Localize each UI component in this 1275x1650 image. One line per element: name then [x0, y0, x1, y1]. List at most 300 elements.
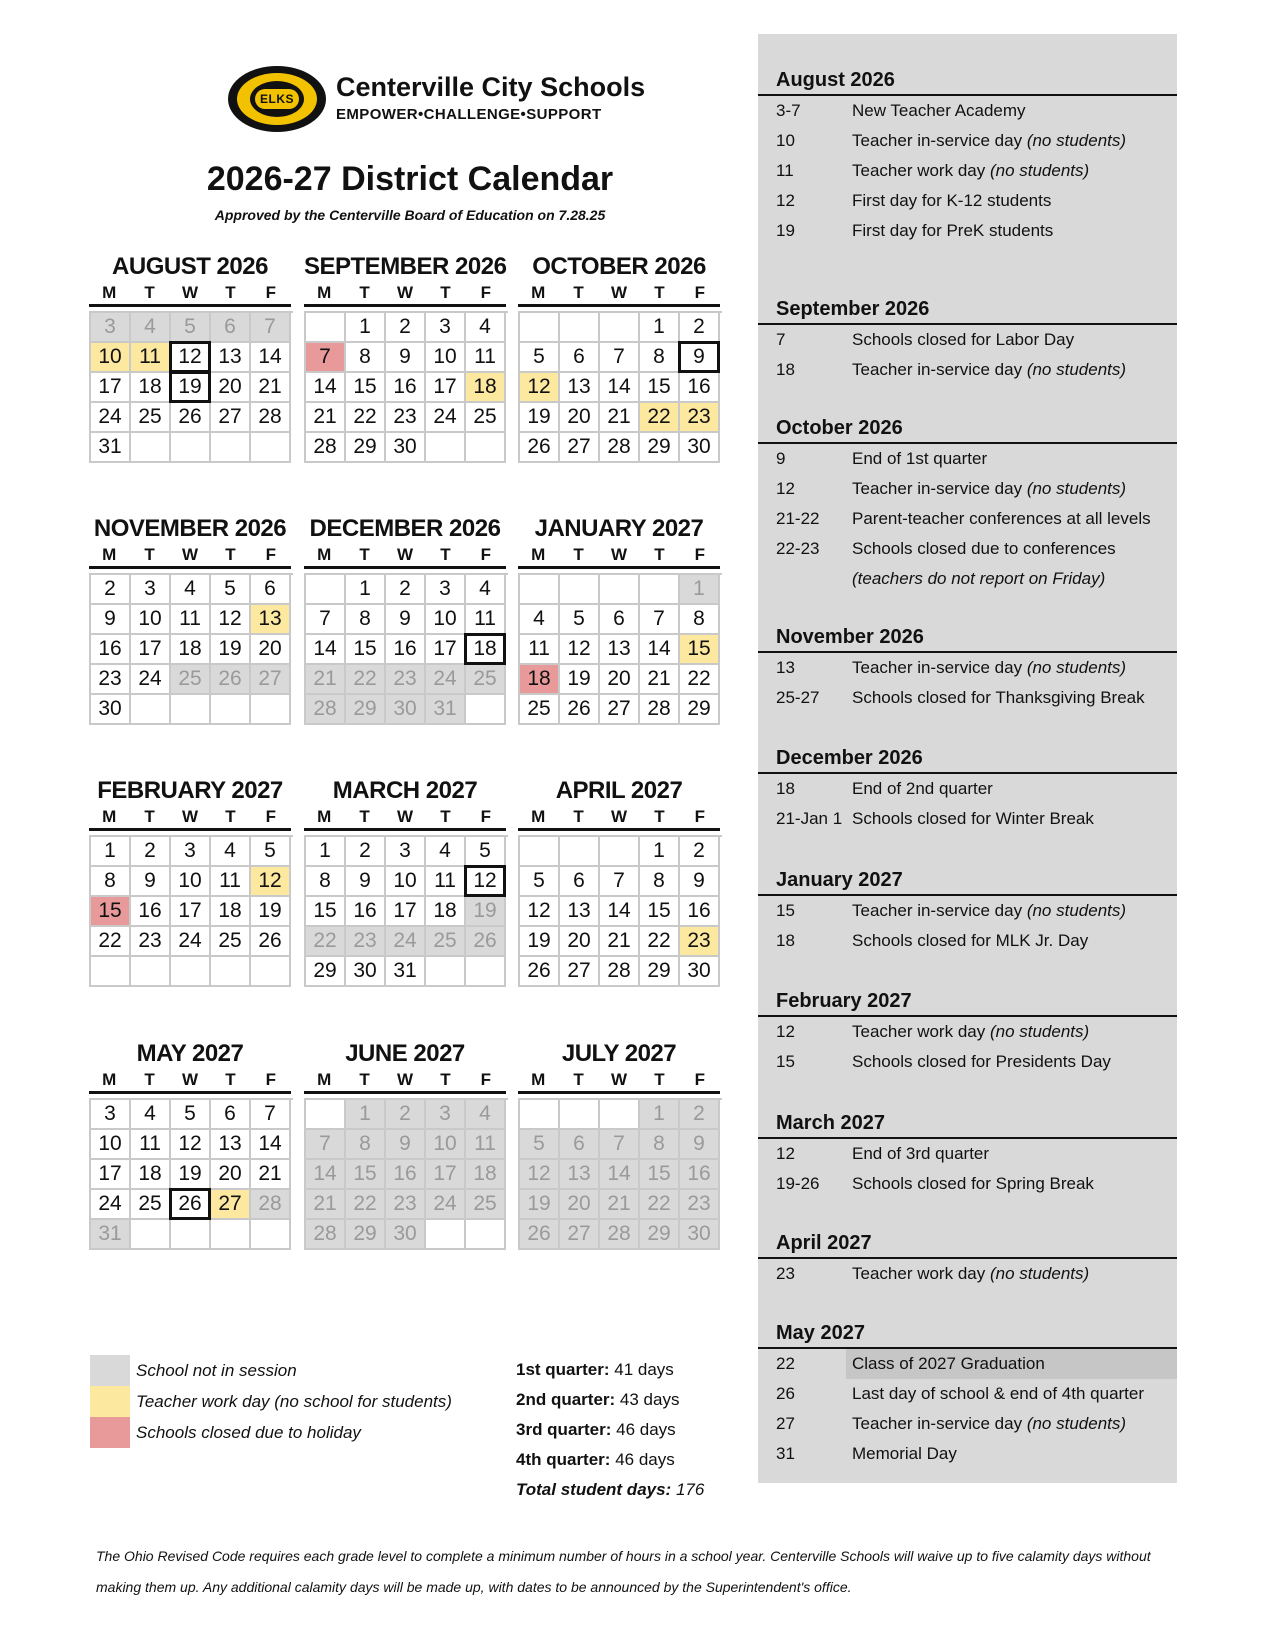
weekday-label: F	[265, 807, 277, 826]
weekday-label: M	[102, 545, 117, 564]
weekday-label: W	[396, 545, 414, 564]
day-cell: 15	[346, 635, 386, 665]
sidebar-event-row	[758, 896, 1177, 926]
event-date: 23	[776, 1264, 795, 1283]
day-cell: 7	[600, 1130, 640, 1160]
legend-item	[90, 1386, 452, 1417]
day-cell: 14	[600, 1160, 640, 1190]
day-cell: 14	[251, 343, 291, 373]
weekday-label: F	[480, 545, 492, 564]
day-cell: 11	[466, 605, 506, 635]
month-name: MARCH 2027	[332, 777, 478, 804]
day-cell: 31	[386, 957, 426, 987]
day-cell: 28	[600, 957, 640, 987]
day-cell: 4	[131, 1100, 171, 1130]
day-cell: 4	[211, 837, 251, 867]
weekday-label: F	[265, 283, 277, 302]
event-text: Teacher in-service day (no students)	[852, 479, 1127, 498]
day-cell: 17	[426, 635, 466, 665]
day-cell: 7	[251, 1100, 291, 1130]
day-cell: 27	[211, 1190, 251, 1220]
day-cell: 11	[211, 867, 251, 897]
quarter-line	[516, 1415, 704, 1445]
day-cell: 14	[306, 1160, 346, 1190]
day-cell: 19	[171, 1160, 211, 1190]
weekday-label: F	[265, 1070, 277, 1089]
quarter-line	[516, 1355, 704, 1385]
sidebar-month-heading: April 2027	[758, 1230, 1177, 1259]
month-calendar	[518, 776, 720, 987]
day-cell: 2	[386, 575, 426, 605]
event-text: Schools closed for Presidents Day	[852, 1052, 1111, 1071]
weekday-header	[89, 1069, 291, 1094]
day-cell: 16	[386, 1160, 426, 1190]
weekday-label: T	[225, 1070, 236, 1089]
event-date: 22-23	[776, 539, 820, 558]
day-cell	[520, 313, 560, 343]
total-days-label: Total student days:	[516, 1480, 672, 1499]
day-cell: 10	[426, 343, 466, 373]
day-cell: 4	[466, 1100, 506, 1130]
sidebar-section	[758, 1230, 1177, 1289]
day-cell: 7	[640, 605, 680, 635]
month-calendar	[518, 514, 720, 725]
day-cell: 5	[171, 313, 211, 343]
weekday-label: F	[694, 283, 706, 302]
day-cell: 2	[680, 313, 720, 343]
weekday-header	[89, 806, 291, 831]
event-text: Last day of school & end of 4th quarter	[852, 1384, 1145, 1403]
day-cell: 30	[680, 957, 720, 987]
month-calendar	[89, 514, 291, 725]
day-cell: 29	[346, 695, 386, 725]
sidebar-event-row	[758, 325, 1177, 355]
sidebar-event-row	[758, 1379, 1177, 1409]
event-date: 12	[776, 1022, 795, 1041]
sidebar-event-row	[758, 804, 1177, 834]
day-cell: 29	[680, 695, 720, 725]
event-date: 12	[776, 1144, 795, 1163]
day-cell: 25	[131, 1190, 171, 1220]
day-cell: 18	[426, 897, 466, 927]
event-text: End of 1st quarter	[852, 449, 988, 468]
sidebar-event-row	[758, 444, 1177, 474]
weekday-label: T	[225, 807, 236, 826]
day-cell: 14	[600, 373, 640, 403]
day-cell: 30	[386, 695, 426, 725]
weekday-label: T	[573, 545, 584, 564]
day-cell: 15	[306, 897, 346, 927]
event-text: Schools closed for Spring Break	[852, 1174, 1094, 1193]
event-text: New Teacher Academy	[852, 101, 1026, 120]
day-cell: 25	[426, 927, 466, 957]
day-cell	[520, 837, 560, 867]
month-calendar	[304, 514, 506, 725]
weekday-label: F	[694, 807, 706, 826]
total-days-value: 176	[671, 1480, 705, 1499]
day-cell: 16	[680, 897, 720, 927]
day-cell	[131, 1220, 171, 1250]
day-cell: 14	[306, 635, 346, 665]
month-grid	[518, 835, 722, 987]
day-cell: 21	[600, 927, 640, 957]
weekday-label: W	[610, 283, 628, 302]
event-note: (no students)	[1026, 131, 1127, 150]
sidebar-event-row	[758, 96, 1177, 126]
day-cell: 13	[211, 343, 251, 373]
day-cell: 3	[426, 1100, 466, 1130]
event-text: First day for K-12 students	[852, 191, 1052, 210]
sidebar-section	[758, 988, 1177, 1077]
day-cell: 5	[560, 605, 600, 635]
day-cell: 22	[680, 665, 720, 695]
weekday-label: T	[654, 545, 665, 564]
day-cell: 4	[131, 313, 171, 343]
day-cell: 12	[520, 1160, 560, 1190]
sidebar-event-row	[758, 474, 1177, 504]
month-calendar	[304, 1039, 506, 1250]
legend-item	[90, 1355, 452, 1386]
sidebar-event-row	[758, 653, 1177, 683]
day-cell	[466, 695, 506, 725]
day-cell: 23	[131, 927, 171, 957]
sidebar-event-row	[758, 1047, 1177, 1077]
day-cell: 19	[560, 665, 600, 695]
weekday-label: T	[359, 807, 370, 826]
day-cell: 28	[640, 695, 680, 725]
month-grid	[89, 835, 293, 987]
day-cell: 11	[466, 1130, 506, 1160]
weekday-label: F	[265, 545, 277, 564]
day-cell: 3	[426, 313, 466, 343]
day-cell	[251, 1220, 291, 1250]
day-cell: 30	[386, 433, 426, 463]
day-cell: 24	[426, 403, 466, 433]
month-calendar	[518, 252, 720, 463]
weekday-header	[304, 282, 506, 307]
quarter-label: 2nd quarter:	[516, 1390, 616, 1409]
legend-swatch	[90, 1355, 130, 1386]
month-grid	[304, 1098, 508, 1250]
event-text: Teacher work day (no students)	[852, 1264, 1090, 1283]
event-date: 22	[776, 1354, 795, 1373]
day-cell: 23	[386, 403, 426, 433]
quarter-value: 46 days	[610, 1450, 675, 1469]
weekday-label: M	[102, 283, 117, 302]
month-grid	[304, 835, 508, 987]
day-cell: 24	[131, 665, 171, 695]
day-cell	[306, 575, 346, 605]
day-cell	[560, 837, 600, 867]
month-grid	[89, 1098, 293, 1250]
event-date	[776, 564, 852, 594]
event-note: (no students)	[1026, 479, 1127, 498]
day-cell: 10	[171, 867, 211, 897]
day-cell: 21	[251, 373, 291, 403]
weekday-label: T	[144, 807, 155, 826]
weekday-label: M	[102, 1070, 117, 1089]
day-cell: 19	[520, 927, 560, 957]
day-cell: 19	[520, 1190, 560, 1220]
quarter-label: 4th quarter:	[516, 1450, 611, 1469]
day-cell: 17	[91, 1160, 131, 1190]
day-cell: 18	[171, 635, 211, 665]
sidebar-section	[758, 1320, 1177, 1469]
day-cell: 27	[251, 665, 291, 695]
day-cell: 19	[251, 897, 291, 927]
sidebar-event-row	[758, 774, 1177, 804]
day-cell: 10	[91, 343, 131, 373]
event-date: 12	[776, 191, 795, 210]
day-cell: 20	[560, 1190, 600, 1220]
day-cell: 1	[346, 575, 386, 605]
day-cell: 28	[306, 1220, 346, 1250]
event-text: Parent-teacher conferences at all levels	[852, 509, 1151, 528]
day-cell: 12	[171, 1130, 211, 1160]
day-cell: 7	[306, 1130, 346, 1160]
weekday-label: W	[396, 283, 414, 302]
weekday-header	[89, 544, 291, 569]
day-cell: 2	[386, 1100, 426, 1130]
sidebar-section	[758, 1110, 1177, 1199]
day-cell: 6	[560, 1130, 600, 1160]
day-cell: 8	[640, 867, 680, 897]
day-cell: 22	[91, 927, 131, 957]
day-cell: 7	[251, 313, 291, 343]
day-cell	[466, 433, 506, 463]
day-cell: 7	[306, 605, 346, 635]
sidebar-event-row	[758, 1259, 1177, 1289]
day-cell: 10	[131, 605, 171, 635]
weekday-header	[89, 282, 291, 307]
day-cell: 15	[640, 1160, 680, 1190]
weekday-label: M	[317, 283, 332, 302]
day-cell	[131, 433, 171, 463]
day-cell: 10	[386, 867, 426, 897]
month-name: MAY 2027	[136, 1040, 244, 1067]
day-cell: 18	[466, 1160, 506, 1190]
day-cell: 24	[426, 665, 466, 695]
day-cell: 5	[251, 837, 291, 867]
day-cell: 9	[346, 867, 386, 897]
weekday-label: M	[317, 545, 332, 564]
day-cell: 1	[680, 575, 720, 605]
weekday-label: T	[440, 1070, 451, 1089]
event-date: 12	[776, 479, 795, 498]
event-text: Teacher in-service day (no students)	[852, 901, 1127, 920]
event-text: Teacher in-service day (no students)	[852, 1414, 1127, 1433]
day-cell: 21	[306, 403, 346, 433]
day-cell	[600, 575, 640, 605]
month-calendar	[89, 1039, 291, 1250]
day-cell: 2	[680, 837, 720, 867]
day-cell: 21	[600, 1190, 640, 1220]
weekday-label: T	[573, 1070, 584, 1089]
month-name: SEPTEMBER 2026	[304, 253, 507, 280]
month-grid	[304, 573, 508, 725]
day-cell: 4	[426, 837, 466, 867]
sidebar-section	[758, 745, 1177, 834]
day-cell: 22	[346, 665, 386, 695]
day-cell: 5	[211, 575, 251, 605]
weekday-label: M	[531, 283, 546, 302]
day-cell: 8	[346, 605, 386, 635]
sidebar-month-heading: October 2026	[758, 415, 1177, 444]
event-date: 11	[776, 161, 794, 180]
day-cell: 15	[346, 1160, 386, 1190]
day-cell: 21	[640, 665, 680, 695]
day-cell	[91, 957, 131, 987]
day-cell: 31	[426, 695, 466, 725]
day-cell	[171, 957, 211, 987]
sidebar-event-row	[758, 564, 1177, 594]
day-cell: 17	[386, 897, 426, 927]
weekday-label: T	[654, 807, 665, 826]
day-cell	[560, 313, 600, 343]
day-cell: 3	[426, 575, 466, 605]
weekday-label: F	[694, 1070, 706, 1089]
events-sidebar	[758, 34, 1177, 1483]
weekday-label: M	[531, 1070, 546, 1089]
day-cell: 15	[346, 373, 386, 403]
event-note: (no students)	[1026, 901, 1127, 920]
event-date: 3-7	[776, 101, 801, 120]
sidebar-month-heading: May 2027	[758, 1320, 1177, 1349]
day-cell: 7	[600, 343, 640, 373]
weekday-header	[518, 282, 720, 307]
event-note: (teachers do not report on Friday)	[852, 569, 1106, 588]
day-cell: 31	[91, 433, 131, 463]
day-cell: 18	[466, 373, 506, 403]
weekday-header	[518, 806, 720, 831]
sidebar-month-heading: January 2027	[758, 867, 1177, 896]
month-grid	[518, 1098, 722, 1250]
legend-label: School not in session	[136, 1360, 297, 1380]
day-cell: 3	[386, 837, 426, 867]
day-cell: 10	[91, 1130, 131, 1160]
day-cell: 16	[386, 373, 426, 403]
event-text: Teacher in-service day (no students)	[852, 131, 1127, 150]
day-cell: 21	[306, 1190, 346, 1220]
day-cell: 5	[466, 837, 506, 867]
quarter-value: 41 days	[609, 1360, 674, 1379]
event-date: 19-26	[776, 1174, 820, 1193]
day-cell: 22	[640, 403, 680, 433]
sidebar-section	[758, 67, 1177, 246]
day-cell: 20	[251, 635, 291, 665]
weekday-label: W	[610, 545, 628, 564]
event-note: (no students)	[1026, 360, 1127, 379]
legend-swatch	[90, 1417, 130, 1448]
legend-label: Teacher work day (no school for students)	[136, 1391, 452, 1411]
day-cell: 3	[171, 837, 211, 867]
day-cell: 25	[466, 403, 506, 433]
weekday-label: F	[480, 807, 492, 826]
day-cell: 22	[306, 927, 346, 957]
sidebar-month-heading: August 2026	[758, 67, 1177, 96]
day-cell: 2	[680, 1100, 720, 1130]
day-cell: 9	[680, 343, 720, 373]
day-cell: 18	[466, 635, 506, 665]
day-cell	[466, 1220, 506, 1250]
day-cell: 28	[600, 1220, 640, 1250]
day-cell	[426, 957, 466, 987]
day-cell: 11	[466, 343, 506, 373]
logo-badge-text: ELKS	[255, 89, 299, 109]
day-cell: 21	[251, 1160, 291, 1190]
day-cell	[211, 957, 251, 987]
day-cell: 24	[91, 1190, 131, 1220]
day-cell: 5	[520, 343, 560, 373]
day-cell: 25	[466, 665, 506, 695]
legend	[90, 1355, 452, 1448]
day-cell: 1	[91, 837, 131, 867]
month-calendar	[89, 252, 291, 463]
org-tagline: EMPOWER•CHALLENGE•SUPPORT	[336, 106, 602, 123]
day-cell: 18	[131, 373, 171, 403]
day-cell: 4	[466, 575, 506, 605]
day-cell: 15	[680, 635, 720, 665]
event-date: 10	[776, 131, 795, 150]
sidebar-month-heading: November 2026	[758, 624, 1177, 653]
month-name: DECEMBER 2026	[309, 515, 501, 542]
event-note: (no students)	[1026, 658, 1127, 677]
day-cell	[426, 1220, 466, 1250]
day-cell: 4	[466, 313, 506, 343]
weekday-header	[518, 544, 720, 569]
day-cell: 9	[680, 867, 720, 897]
event-text: Memorial Day	[852, 1444, 957, 1463]
day-cell: 1	[346, 1100, 386, 1130]
day-cell: 16	[131, 897, 171, 927]
event-text: First day for PreK students	[852, 221, 1054, 240]
day-cell: 25	[171, 665, 211, 695]
event-text	[852, 564, 1105, 594]
day-cell: 12	[520, 373, 560, 403]
day-cell	[211, 433, 251, 463]
event-date: 31	[776, 1444, 795, 1463]
month-grid	[518, 311, 722, 463]
day-cell: 8	[306, 867, 346, 897]
day-cell: 23	[386, 1190, 426, 1220]
total-days-line	[516, 1475, 704, 1505]
quarter-value: 43 days	[615, 1390, 680, 1409]
day-cell: 30	[680, 433, 720, 463]
day-cell: 30	[346, 957, 386, 987]
event-note: (no students)	[1026, 1414, 1127, 1433]
day-cell: 22	[346, 403, 386, 433]
day-cell: 28	[306, 433, 346, 463]
event-text: Teacher work day (no students)	[852, 161, 1090, 180]
day-cell: 2	[91, 575, 131, 605]
day-cell: 24	[426, 1190, 466, 1220]
day-cell: 12	[211, 605, 251, 635]
event-date: 21-22	[776, 509, 820, 528]
weekday-label: M	[317, 1070, 332, 1089]
day-cell: 27	[600, 695, 640, 725]
day-cell: 3	[131, 575, 171, 605]
sidebar-event-row	[758, 534, 1177, 564]
month-name: JANUARY 2027	[534, 515, 704, 542]
day-cell: 9	[386, 1130, 426, 1160]
sidebar-event-row	[758, 1409, 1177, 1439]
sidebar-event-row	[758, 1169, 1177, 1199]
weekday-label: F	[694, 545, 706, 564]
event-note: (no students)	[989, 1264, 1090, 1283]
event-date: 9	[776, 449, 786, 468]
day-cell: 13	[560, 897, 600, 927]
day-cell: 23	[680, 1190, 720, 1220]
